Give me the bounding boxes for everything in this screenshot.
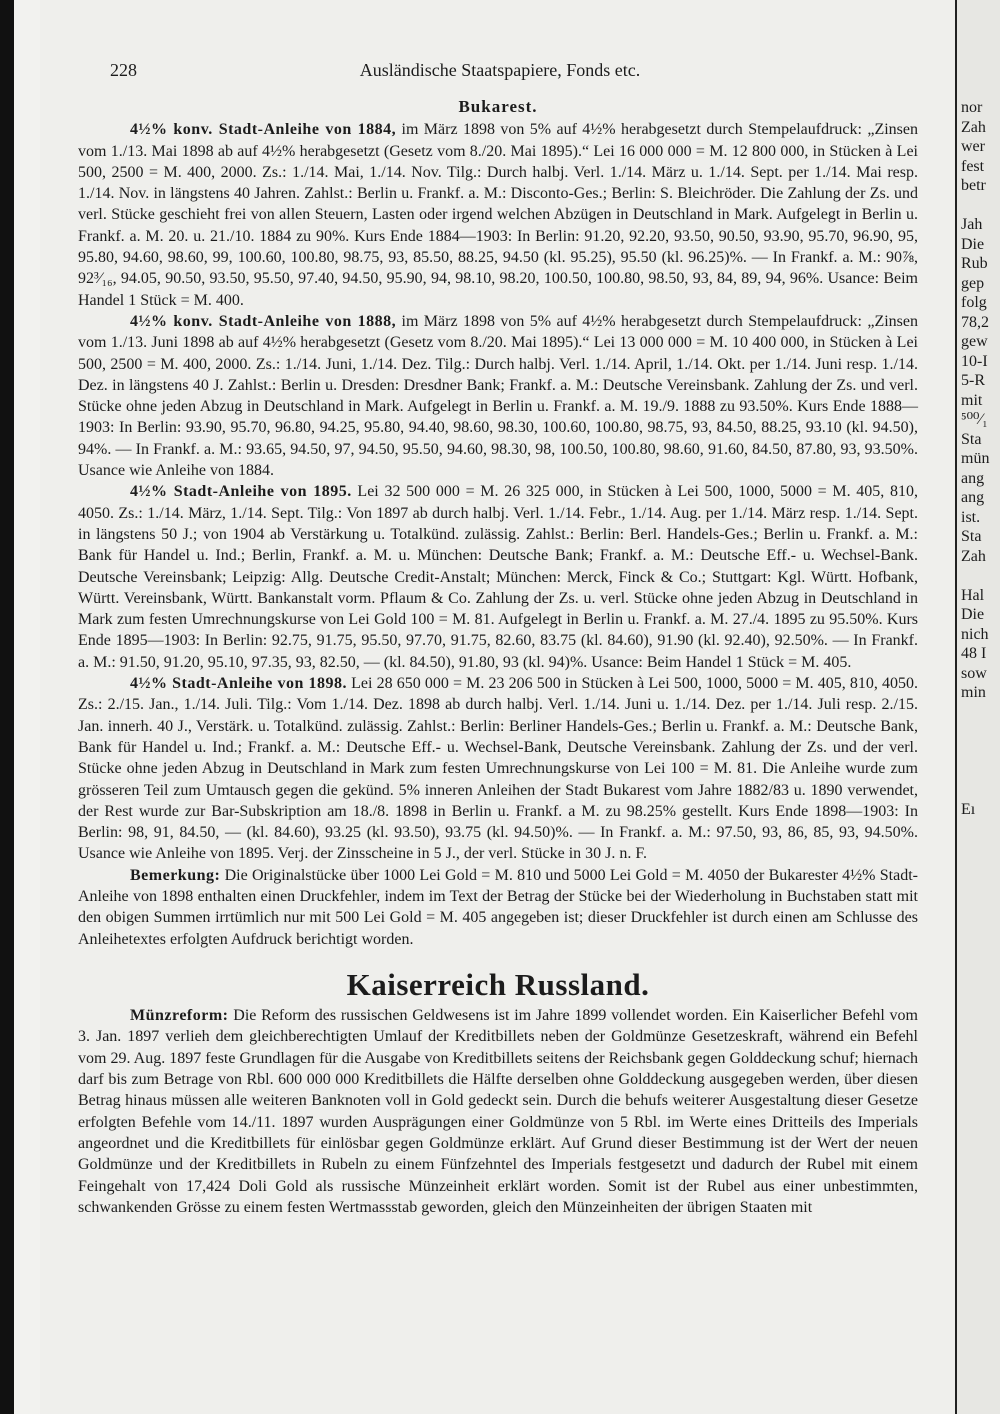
gutter-fragment: 78,2 xyxy=(961,313,989,331)
paragraph-anleihe-1888 xyxy=(78,311,918,481)
gutter-fragment: Sta xyxy=(961,528,982,545)
paragraph-lead: 4½% konv. Stadt-Anleihe von 1888, xyxy=(130,312,397,330)
page-content xyxy=(78,96,918,1218)
gutter-fragment: Rub xyxy=(961,255,988,272)
gutter-fragment: ⁵⁰⁰⁄₁ xyxy=(961,411,988,428)
paragraph-text: Die Reform des russischen Geldwesens ist im Jahre 1899 vollendet worden. Ein Kaiserlicher Befehl vom 3. Jan. 1897 verlieh dem gleichberechtigten Umlauf der Kreditbillets neben der Goldmünze Gesetzeskraft, während ein Befehl vom 29. Aug. 1897 feste Grundlagen für die Ausgabe von Kreditbillets seitens der Reichsbank gegen Golddeckung schuf; hiernach darf bis zum Betrage von Rbl. 600 000 000 Kreditbillets die Hälfte derselben ohne Golddeckung ausgegeben werden, über diesen Betrag hinaus müssen alle weiteren Banknoten voll in Gold gedeckt sein. Durch die behufs weiterer Ausgestaltung dieser Gesetze erfolgten Befehle vom 14./11. 1897 wurden Ausprägungen einer Goldmünze von 5 Rbl. im Werte eines Dritteils des Imperials angeordnet und die Kreditbillets für einlösbar gegen Goldmünze erklärt. Auf Grund dieser Bestimmung ist der Wert der neuen Goldmünze und der Kreditbillets in Rubeln zu einem Fünfzehntel des Imperials festgesetzt und dadurch der Rubel mit einem Feingehalt von 17,424 Doli Gold als russische Münzeinheit erklärt worden. Somit ist der Rubel aus einer unbestimmten, schwankenden Grösse zu einem festen Wertmassstab geworden, gleich den Münzeinheiten der übrigen Staaten mit xyxy=(78,1007,918,1216)
section-title-bukarest: Bukarest. xyxy=(458,97,538,116)
paragraph-lead: Bemerkung: xyxy=(130,866,221,884)
paragraph-anleihe-1884 xyxy=(78,119,918,311)
paragraph-lead: 4½% konv. Stadt-Anleihe von 1884, xyxy=(130,121,397,139)
gutter-fragment: sow xyxy=(961,664,987,682)
gutter-fragment: nich xyxy=(961,625,989,643)
gutter-fragment: gew xyxy=(961,333,988,350)
gutter-fragment: 10-I xyxy=(961,352,988,370)
gutter-fragment: ist. xyxy=(961,508,981,526)
paragraph-text: Die Originalstücke über 1000 Lei Gold = M. 810 und 5000 Lei Gold = M. 4050 der Bukarester 4½% Stadt-Anleihe von 1898 enthalten einen Druckfehler, indem im Text der Betrag der Stücke bei der Wiederholung in Buchstaben statt mit den obigen Summen irrtümlich nur mit 500 Lei Gold = M. 405 angegeben ist; dieser Druckfehler ist durch einen am Schlusse des Anleihetextes erfolgten Aufdruck berichtigt worden. xyxy=(78,866,918,948)
gutter-fragment: mün xyxy=(961,450,990,467)
chapter-title-russland: Kaiserreich Russland. xyxy=(346,966,650,1002)
page-edge xyxy=(0,0,14,1414)
gutter-fragment: Sta xyxy=(961,430,982,448)
gutter-fragment: betr xyxy=(961,177,986,194)
gutter-fragment: Eı xyxy=(961,801,976,818)
gutter-fragment: wer xyxy=(961,138,985,155)
paragraph-lead: 4½% Stadt-Anleihe von 1898. xyxy=(130,675,348,693)
paragraph-lead: Münzreform: xyxy=(130,1007,229,1025)
gutter-fragment xyxy=(957,703,1000,723)
gutter-fragment: Jah xyxy=(961,216,983,233)
paragraph-lead: 4½% Stadt-Anleihe von 1895. xyxy=(130,483,352,501)
gutter-fragment: gep xyxy=(961,274,985,292)
gutter-fragment xyxy=(957,566,1000,586)
page-number: 228 xyxy=(110,60,137,80)
gutter-fragment: Zah xyxy=(961,118,986,136)
gutter-fragment: Die xyxy=(961,235,985,253)
gutter-fragment: Hal xyxy=(961,586,985,604)
adjacent-page-gutter xyxy=(955,0,1000,1414)
paragraph-anleihe-1898 xyxy=(78,673,918,865)
paragraph-text: im März 1898 von 5% auf 4½% herabgesetzt durch Stempelaufdruck: „Zinsen vom 1./13. Juni 1898 ab auf 4½% herabgesetzt (Gesetz vom 8./20. Mai 1895).“ Lei 13 000 000 = M. 10 400 000, in Stücken à Lei 500, 2500 = M. 400, 2000. Zs.: 1./14. Juni, 1./14. Dez. Tilg.: Durch halbj. Verl. 1./14. April, 1./14. Okt. per 1./14. Juni resp. 1./14. Dez. in längstens 40 J. Zahlst.: Berlin u. Dresden: Dresdner Bank; Frankf. a. M.: Deutsche Vereinsbank. Zahlung der Zs. und verl. Stücke ohne jeden Abzug in Deutschland in Mark. Aufgelegt in Berlin u. Frankf. a. M. 19./9. 1888 zu 93.50%. Kurs Ende 1888—1903: In Berlin: 93.90, 95.70, 96.80, 94.25, 95.80, 94.40, 98.60, 98.30, 100.60, 100.80, 98.75, 93, 84.50, 88.25, 93.10 (kl. 94.50), 94%. — In Frankf. a. M.: 93.65, 94.50, 97, 94.50, 95.50, 94.60, 98.30, 98, 100.50, 100.80, 98.60, 91.60, 84.50, 87.80, 93, 93.50%. Usance wie Anleihe von 1884. xyxy=(78,312,918,480)
running-title: Ausländische Staatspapiere, Fonds etc. xyxy=(359,60,641,80)
gutter-fragment: ang xyxy=(961,489,985,506)
gutter-fragment: min xyxy=(961,684,986,701)
gutter-fragment: Zah xyxy=(961,547,986,565)
paragraph-text: im März 1898 von 5% auf 4½% herabgesetzt durch Stempelaufdruck: „Zinsen vom 1./13. Mai 1898 ab auf 4½% herabgesetzt (Gesetz vom 8./20. Mai 1895).“ Lei 16 000 000 = M. 12 800 000, in Stücken à Lei 500, 2500 = M. 400, 2000. Zs.: 1./14. Mai, 1./14. Nov. Tilg.: Durch halbj. Verl. 1./14. März u. 1./14. Sept. per 1./14. Mai resp. 1./14. Nov. in längstens 40 Jahren. Zahlst.: Berlin u. Frankf. a. M.: Disconto-Ges.; Berlin: S. Bleichröder. Die Zahlung der Zs. und verl. Stücke geschieht frei von allen Steuern, Lasten oder irgend welchen Abzügen in Deutschland in Mark. Aufgelegt in Berlin u. Frankf. a. M. 20. u. 21./10. 1884 zu 90%. Kurs Ende 1884—1903: In Berlin: 91.20, 92.20, 93.50, 90.50, 93.90, 95.70, 96.90, 95, 95.80, 94.60, 98.60, 99, 100.60, 100.80, 98.75, 93, 85.50, 88.25, 94.50 (kl. 95.25), 95.50 (kl. 96.25)%. — In Frankf. a. M.: 90⅞, 92³⁄₁₆, 94.05, 90.50, 93.50, 95.50, 97.40, 94.50, 95.90, 94, 98.10, 98.20, 100.50, 100.80, 98.50, 93, 84, 89, 94, 96%. Usance: Beim Handel 1 Stück = M. 400. xyxy=(78,121,918,309)
gutter-fragment xyxy=(957,781,1000,801)
gutter-fragment: mit xyxy=(961,391,983,409)
page-header xyxy=(110,60,890,90)
paragraph-text: Lei 28 650 000 = M. 23 206 500 in Stücken à Lei 500, 1000, 5000 = M. 405, 810, 4050. Zs.: 2./15. Jan., 1./14. Juli. Tilg.: Vom 1./14. Dez. 1898 ab durch halbj. Verl. 1./14. Juni u. 1./14. Dez. per 1./14. Juli resp. 2./15. Jan. innerh. 40 J., Verstärk. u. Totalkünd. zulässig. Zahlst.: Berlin: Berliner Handels-Ges.; Berlin u. Frankf. a. M.: Deutsche Bank, Bank für Handel u. Ind.; Frankf. a. M.: Deutsche Eff.- u. Wechsel-Bank, Deutsche Vereinsbank. Zahlung der Zs. und der verl. Stücke ohne jeden Abzug in Deutschland in Mark zum festen Umrechnungskurse von Lei 100 = M. 81. Die Anleihe wurde zum grösseren Teil zum Umtausch gegen die gekünd. 5% inneren Anleihen der Stadt Bukarest vom Jahre 1882/83 u. 1890 verwendet, der Rest wurde zur Bar-Subskription am 18./8. 1898 in Berlin u. Frankf. a M. zu 98.25% gestellt. Kurs Ende 1898—1903: In Berlin: 98, 91, 84.50, — (kl. 84.60), 93.25 (kl. 93.50), 93.75 (kl. 94.50)%. — In Frankf. a. M.: 97.50, 93, 86, 85, 93, 94.50%. Usance wie Anleihe von 1895. Verj. der Zinsscheine in 5 J., der verl. Stücke in 30 J. n. F. xyxy=(78,675,919,863)
paragraph-muenzreform xyxy=(78,1005,918,1218)
gutter-fragment: fest xyxy=(961,157,985,175)
gutter-fragment: nor xyxy=(961,99,983,116)
gutter-fragment: 5-R xyxy=(961,372,985,389)
gutter-fragment xyxy=(957,742,1000,762)
gutter-fragment: folg xyxy=(961,294,987,311)
gutter-fragment: ang xyxy=(961,469,985,487)
gutter-spacer xyxy=(957,0,1000,98)
gutter-fragment xyxy=(957,761,1000,781)
paragraph-text: Lei 32 500 000 = M. 26 325 000, in Stücken à Lei 500, 1000, 5000 = M. 405, 810, 4050. Zs.: 1./14. März, 1./14. Sept. Tilg.: Von 1897 ab durch halbj. Verl. 1./14. Febr., 1./14. Aug. per 1./14. März resp. 1./14. Sept. in längstens 50 J.; von 1904 ab Verstärkung u. Totalkünd. zulässig. Zahlst.: Berlin: Berl. Handels-Ges.; Berlin u. Frankf. a. M.: Bank für Handel u. Ind.; Berlin, Frankf. a. M. u. München: Deutsche Bank; Frankf. a. M.: Deutsche Eff.- u. Wechsel-Bank. Deutsche Vereinsbank; Leipzig: Allg. Deutsche Credit-Anstalt; München: Merck, Finck & Co.; Stuttgart: Kgl. Württ. Hofbank, Württ. Vereinsbank, Württ. Bankanstalt vorm. Pflaum & Co. Zahlung der Zs. u. verl. Stücke ohne jeden Abzug in Deutschland in Mark zum festen Umrechnungskurse von Lei Gold 100 = M. 81. Aufgelegt in Berlin u. Frankf. a. M. 27./4. 1895 zu 95.50%. Kurs Ende 1895—1903: In Berlin: 92.75, 91.75, 95.50, 97.70, 91.75, 82.60, 83.75 (kl. 84.60), 91.90 (kl. 92.40), 92.50%. — In Frankf. a. M.: 91.50, 91.20, 95.10, 97.35, 93, 82.50, — (kl. 84.50), 91.80, 93 (kl. 94)%. Usance: Beim Handel 1 Stück = M. 405. xyxy=(78,483,919,671)
paragraph-bemerkung xyxy=(78,865,918,950)
gutter-fragment: 48 I xyxy=(961,645,987,662)
gutter-fragment xyxy=(957,196,1000,216)
gutter-fragment: Die xyxy=(961,606,985,623)
paragraph-anleihe-1895 xyxy=(78,481,918,673)
gutter-fragment xyxy=(957,722,1000,742)
